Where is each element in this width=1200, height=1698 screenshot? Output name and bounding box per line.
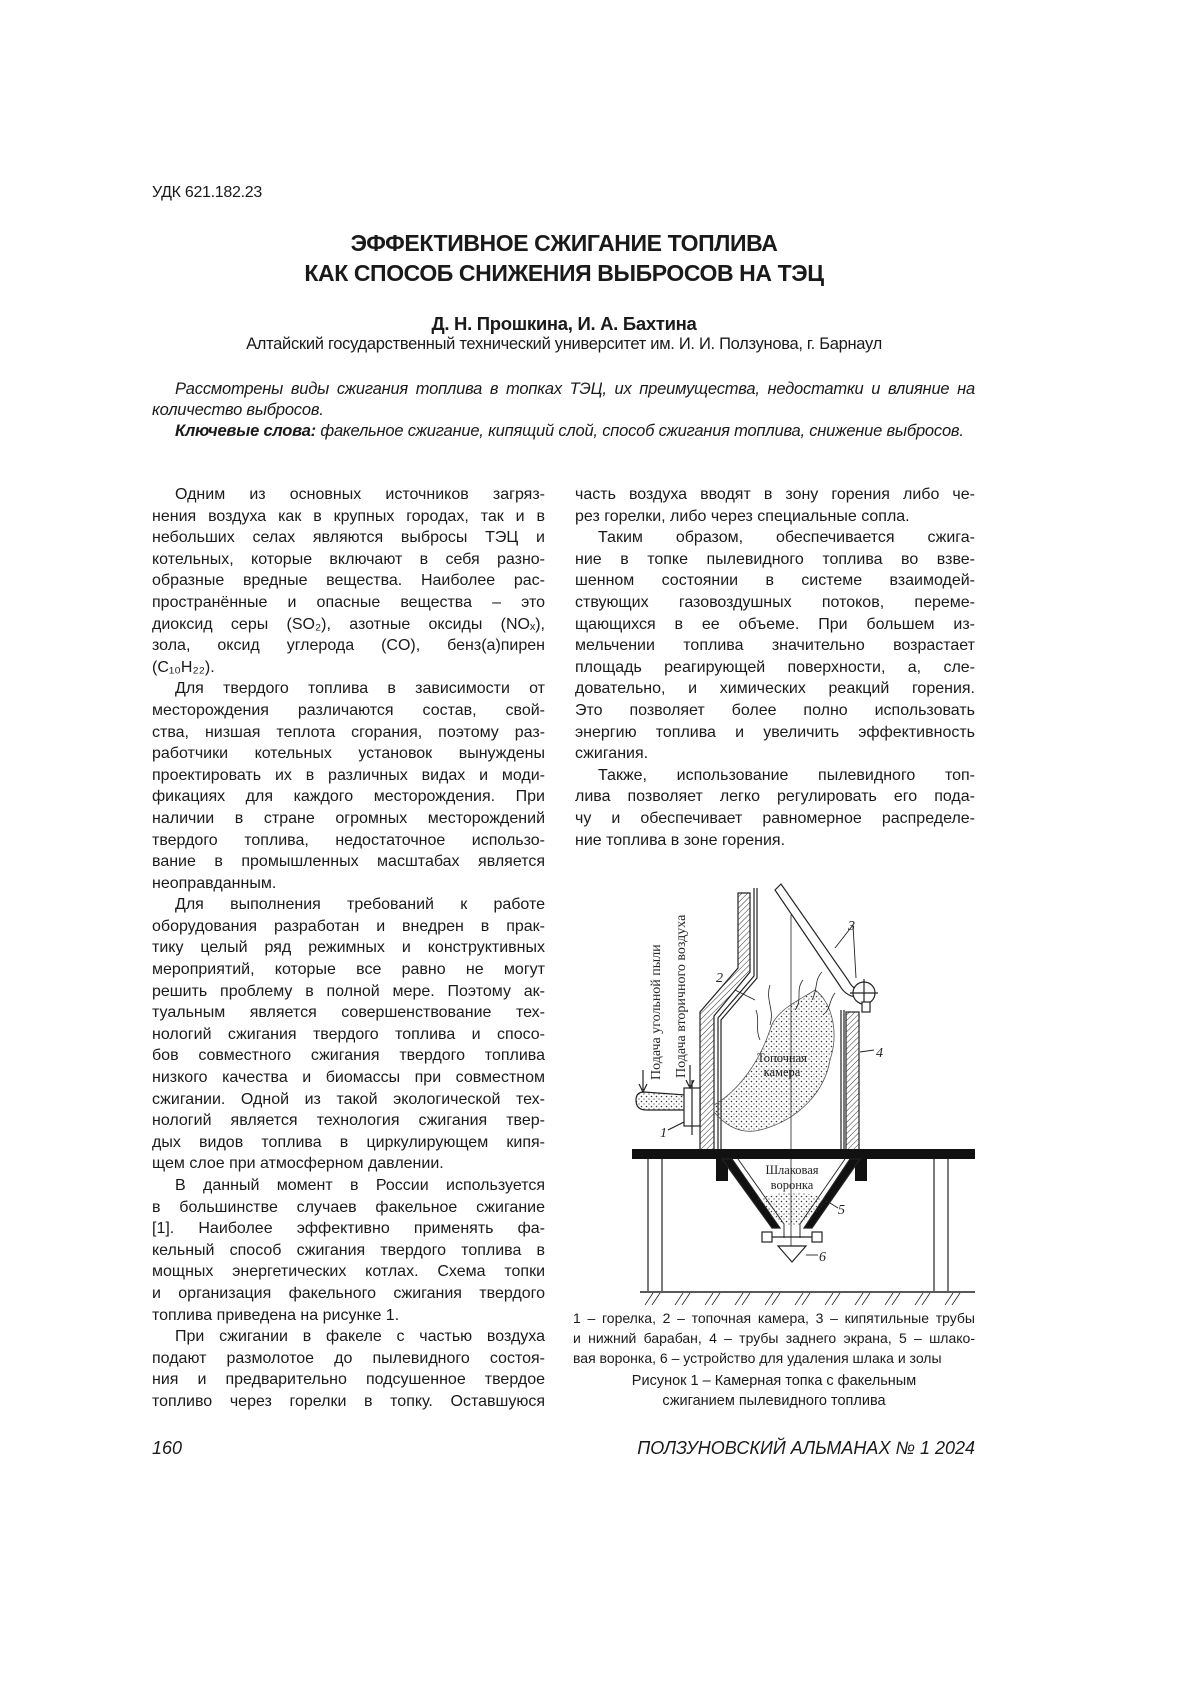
text-line: небольших селах являются выбросы ТЭЦ и: [152, 527, 545, 549]
label-6: 6: [819, 1250, 826, 1265]
coal-feed-arrow: [639, 1070, 647, 1092]
text-line: ства, низшая теплота сгорания, поэтому раз-: [152, 722, 545, 744]
text-line: Также, использование пылевидного топ-: [575, 765, 975, 787]
text-line: ствующих газовоздушных потоков, переме-: [575, 592, 975, 614]
text-line: При сжигании в факеле с частью воздуха: [152, 1326, 545, 1348]
text-line: и организация факельного сжигания твердого: [152, 1283, 545, 1305]
text-line: В данный момент в России используется: [152, 1175, 545, 1197]
paragraph: [152, 678, 545, 894]
rear-screen-tubes: [841, 1010, 844, 1152]
boiler-tubes: [775, 884, 858, 997]
label-1: 1: [660, 1126, 667, 1141]
text-line: Одним из основных источников загряз-: [152, 484, 545, 506]
text-line: рез горелки, либо через специальные сопла.: [575, 506, 975, 528]
text-line: Для выполнения требований к работе: [152, 894, 545, 916]
article-title-line-1: ЭФФЕКТИВНОЕ СЖИГАНИЕ ТОПЛИВА: [0, 230, 1128, 257]
journal-name: ПОЛЗУНОВСКИЙ АЛЬМАНАХ № 1 2024: [637, 1438, 975, 1459]
text-line: диоксид серы (SO₂), азотные оксиды (NOₓ),: [152, 614, 545, 636]
text-line: довательно, и химических реакций горения.: [575, 678, 975, 700]
text-line: низкого качества и биомассы при совместном: [152, 1067, 545, 1089]
paragraph: [152, 894, 545, 1175]
text-line: туальным является совершенствование тех-: [152, 1002, 545, 1024]
affiliation: Алтайский государственный технический университет им. И. И. Ползунова, г. Барнаул: [0, 335, 1128, 354]
text-line: шенном состоянии в системе взаимодей-: [575, 570, 975, 592]
text-line: Таким образом, обеспечивается сжига-: [575, 527, 975, 549]
text-line: решить проблему в полной мере. Поэтому ак-: [152, 981, 545, 1003]
text-line: тику целый ряд режимных и конструктивных: [152, 937, 545, 959]
text-line: проектировать их в различных видах и моди-: [152, 765, 545, 787]
text-line: зола, оксид углерода (CO), бенз(а)пирен: [152, 635, 545, 657]
text-line: твердого топлива, недостаточное использо-: [152, 830, 545, 852]
keywords: [152, 421, 975, 442]
text-line: [1]. Наиболее эффективно применять фа-: [152, 1218, 545, 1240]
legend-line: и нижний барабан, 4 – трубы заднего экрана, 5 – шлако-: [573, 1328, 975, 1348]
text-line: энергию топлива и увеличить эффективность: [575, 722, 975, 744]
text-line: щающихся в ее объеме. При большем из-: [575, 614, 975, 636]
body-right-column: [575, 484, 975, 851]
text-line: Это позволяет более полно использовать: [575, 700, 975, 722]
text-line: мероприятий, которые все равно не могут: [152, 959, 545, 981]
text-line: наличии в стране огромных месторождений: [152, 808, 545, 830]
label-4: 4: [876, 1046, 883, 1061]
text-line: нения воздуха как в крупных городах, так и в: [152, 506, 545, 528]
text-line: мельчении топлива значительно возрастает: [575, 635, 975, 657]
keywords-text: факельное сжигание, кипящий слой, способ сжигания топлива, снижение выбросов.: [316, 422, 964, 440]
label-secondary-air: Подача вторичного воздуха: [674, 914, 689, 1078]
slag-removal-device: [778, 1246, 806, 1262]
label-2: 2: [716, 971, 723, 986]
text-line: неоправданным.: [152, 873, 545, 895]
paragraph: [575, 765, 975, 851]
figure-legend: [573, 1308, 975, 1368]
label-chamber-1: Топочная: [757, 1051, 807, 1065]
udk-code: УДК 621.182.23: [152, 184, 262, 202]
text-line: сжигания.: [575, 743, 975, 765]
text-line: площадь реагирующей поверхности, а, сле-: [575, 657, 975, 679]
text-line: пространённые и опасные вещества – это: [152, 592, 545, 614]
text-line: дых видов топлива в циркулирующем кипя-: [152, 1132, 545, 1154]
legend-line: 1 – горелка, 2 – топочная камера, 3 – кипятильные трубы: [573, 1308, 975, 1328]
label-3: 3: [847, 919, 855, 934]
text-line: подают размолотое до пылевидного состоя-: [152, 1348, 545, 1370]
text-line: котельных, которые включают в себя разно-: [152, 549, 545, 571]
page-number: 160: [152, 1438, 182, 1459]
text-line: лива позволяет легко регулировать его пода-: [575, 786, 975, 808]
text-line: мощных энергетических котлах. Схема топки: [152, 1261, 545, 1283]
text-line: ния и предварительно подсушенное твердое: [152, 1369, 545, 1391]
abstract-text: Рассмотрены виды сжигания топлива в топках ТЭЦ, их преимущества, недостатки и влияние на количество выбросов.: [152, 380, 975, 419]
paragraph: [575, 527, 975, 765]
text-line: топлива приведена на рисунке 1.: [152, 1305, 545, 1327]
text-line: топливо через горелки в топку. Оставшуюся: [152, 1391, 545, 1413]
label-chamber-2: камера: [764, 1065, 801, 1079]
text-line: ние в топке пылевидного топлива во взве-: [575, 549, 975, 571]
body-left-column: [152, 484, 545, 1413]
text-line: часть воздуха вводят в зону горения либо че-: [575, 484, 975, 506]
abstract: [152, 379, 975, 421]
keywords-label: Ключевые слова:: [175, 422, 316, 440]
caption-line: сжиганием пылевидного топлива: [573, 1392, 975, 1412]
label-5: 5: [838, 1203, 845, 1218]
text-line: чу и обеспечивает равномерное распределе-: [575, 808, 975, 830]
text-line: в большинстве случаев факельное сжигание: [152, 1197, 545, 1219]
floor-slab: [632, 1149, 975, 1159]
label-hopper-1: Шлаковая: [765, 1163, 818, 1177]
text-line: вание в промышленных масштабах является: [152, 851, 545, 873]
text-line: щем слое при атмосферном давлении.: [152, 1153, 545, 1175]
paragraph: [152, 1175, 545, 1326]
text-line: оборудования разработан и внедрен в прак-: [152, 916, 545, 938]
figure-caption: [573, 1372, 975, 1411]
caption-line: Рисунок 1 – Камерная топка с факельным: [573, 1372, 975, 1392]
figure-furnace-diagram: [625, 865, 985, 1305]
text-line: кельный способ сжигания твердого топлива в: [152, 1240, 545, 1262]
paragraph: [575, 484, 975, 527]
text-line: месторождения различаются состав, свой-: [152, 700, 545, 722]
rear-wall: [846, 1012, 859, 1152]
text-line: фикациях для каждого месторождения. При: [152, 786, 545, 808]
text-line: Для твердого топлива в зависимости от: [152, 678, 545, 700]
text-line: работчики котельных установок вынуждены: [152, 743, 545, 765]
text-line: сжигании. Одной из такой экологической тех-: [152, 1089, 545, 1111]
authors: Д. Н. Прошкина, И. А. Бахтина: [0, 313, 1128, 335]
label-hopper-2: воронка: [771, 1178, 814, 1192]
article-title-line-2: КАК СПОСОБ СНИЖЕНИЯ ВЫБРОСОВ НА ТЭЦ: [0, 260, 1128, 287]
paragraph: [152, 1326, 545, 1412]
text-line: ние топлива в зоне горения.: [575, 830, 975, 852]
text-line: нологий сжигания твердого топлива и спосо-: [152, 1024, 545, 1046]
text-line: бов совместного сжигания твердого топлива: [152, 1045, 545, 1067]
text-line: (C₁₀H₂₂).: [152, 657, 545, 679]
legend-line: вая воронка, 6 – устройство для удаления шлака и золы: [573, 1348, 975, 1368]
text-line: образные вредные вещества. Наиболее рас-: [152, 570, 545, 592]
text-line: нологий является технология сжигания твер-: [152, 1110, 545, 1132]
label-coal-feed: Подача угольной пыли: [649, 944, 664, 1080]
paragraph: [152, 484, 545, 678]
